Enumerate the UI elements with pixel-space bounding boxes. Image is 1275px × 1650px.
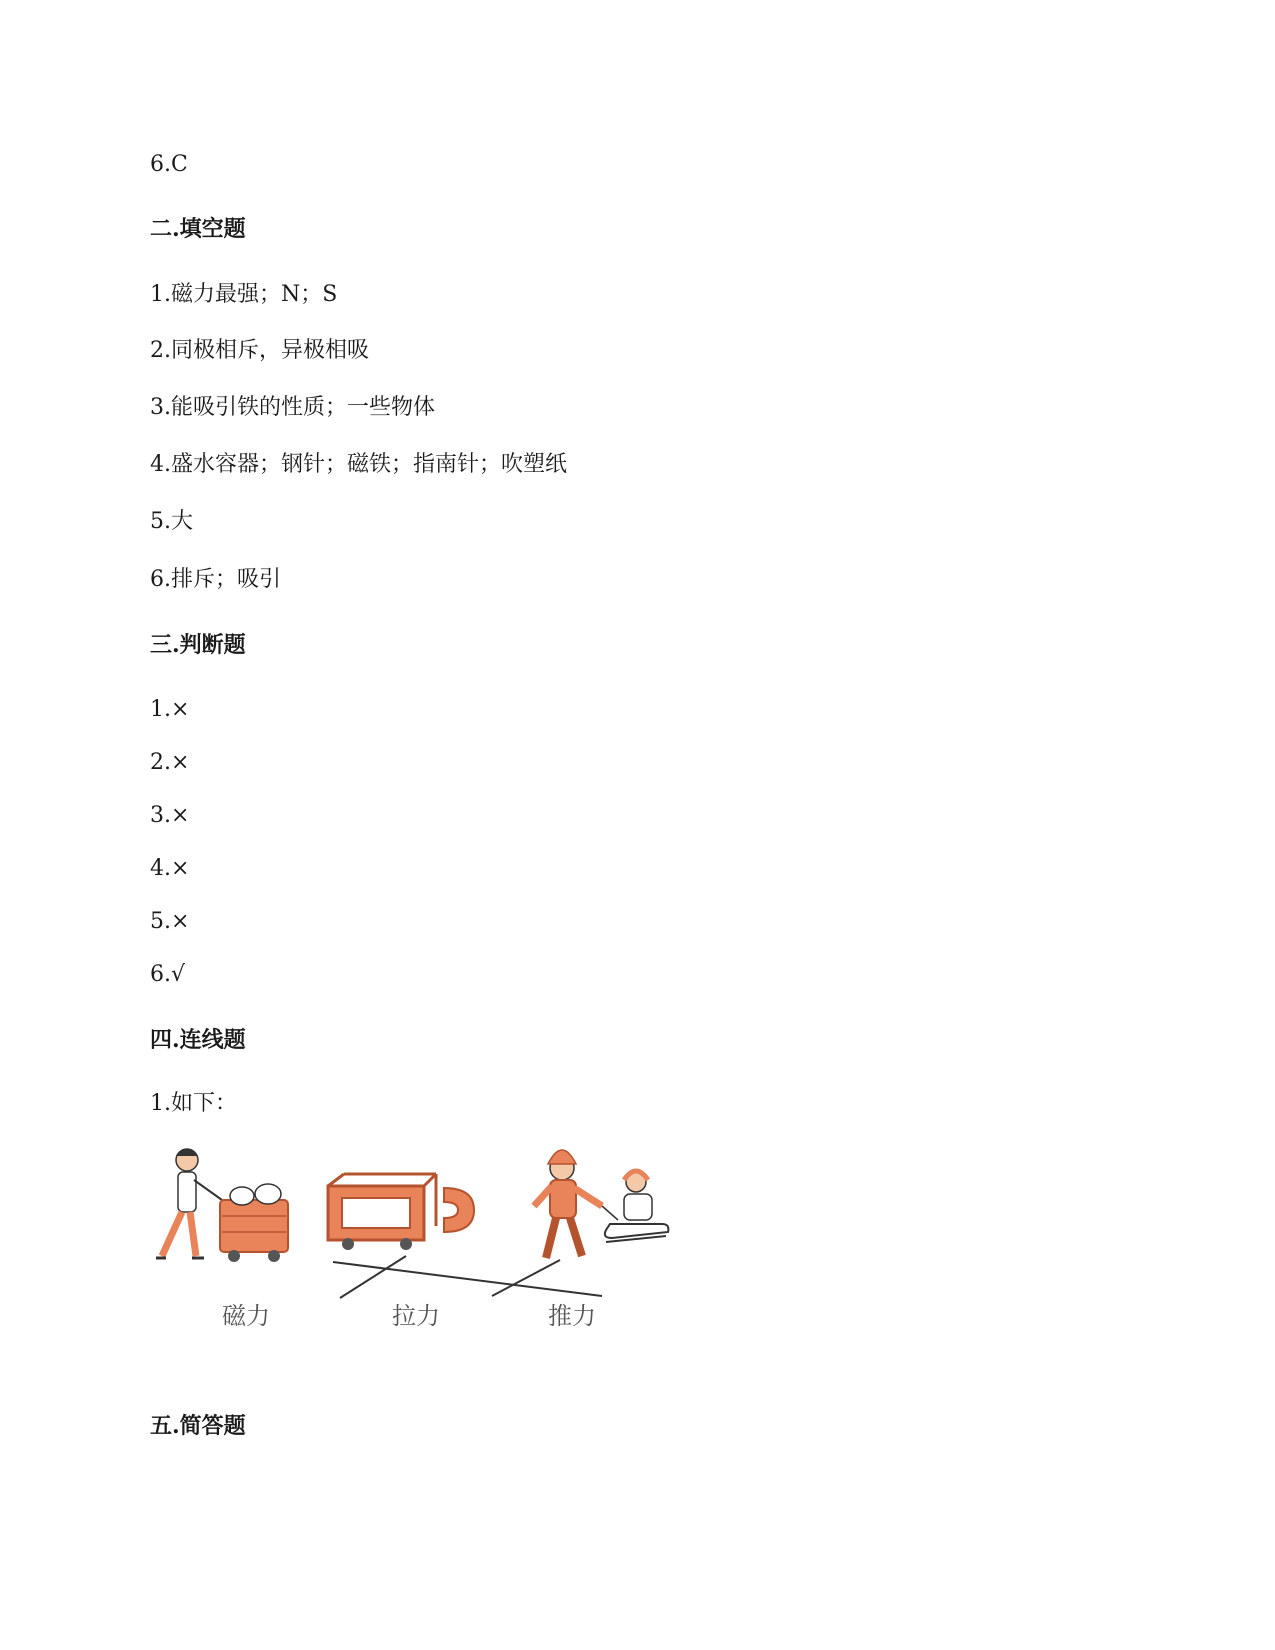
line-toy-car-to-push: [333, 1262, 602, 1296]
section-heading-fill-blank: 二.填空题: [150, 216, 246, 242]
answer-6-c: 6.C: [150, 152, 188, 177]
label-pushing-force: 推力: [548, 1302, 596, 1330]
judge-answer-5: 5.×: [150, 909, 190, 934]
label-magnetic-force: 磁力: [222, 1302, 270, 1330]
child-pulling-sled-picture: [534, 1150, 668, 1258]
line-cart-to-pull: [340, 1256, 406, 1298]
line-sled-to-pull: [492, 1260, 560, 1296]
judge-answer-2: 2.×: [150, 750, 190, 775]
judge-answer-3: 3.×: [150, 803, 190, 828]
section-heading-judgement: 三.判断题: [150, 632, 246, 658]
matching-figure: [150, 1140, 710, 1340]
judge-answer-6: 6.√: [150, 962, 186, 987]
matching-lines: [333, 1256, 602, 1298]
fill-answer-4: 4.盛水容器；钢针；磁铁；指南针；吹塑纸: [150, 452, 567, 477]
label-pulling-force: 拉力: [392, 1302, 440, 1330]
section-heading-matching: 四.连线题: [150, 1027, 246, 1053]
judge-answer-1: 1.×: [150, 697, 190, 722]
matching-illustration: [150, 1140, 710, 1340]
toy-car-magnet-picture: [328, 1174, 474, 1250]
boy-pushing-cart-picture: [156, 1149, 288, 1262]
judge-answer-4: 4.×: [150, 856, 190, 881]
fill-answer-2: 2.同极相斥，异极相吸: [150, 338, 369, 363]
fill-answer-1: 1.磁力最强；N；S: [150, 282, 338, 307]
fill-answer-5: 5.大: [150, 509, 193, 534]
fill-answer-3: 3.能吸引铁的性质；一些物体: [150, 395, 435, 420]
fill-answer-6: 6.排斥；吸引: [150, 567, 281, 592]
matching-answer-1: 1.如下：: [150, 1091, 237, 1116]
section-heading-short-answer: 五.简答题: [150, 1413, 246, 1439]
